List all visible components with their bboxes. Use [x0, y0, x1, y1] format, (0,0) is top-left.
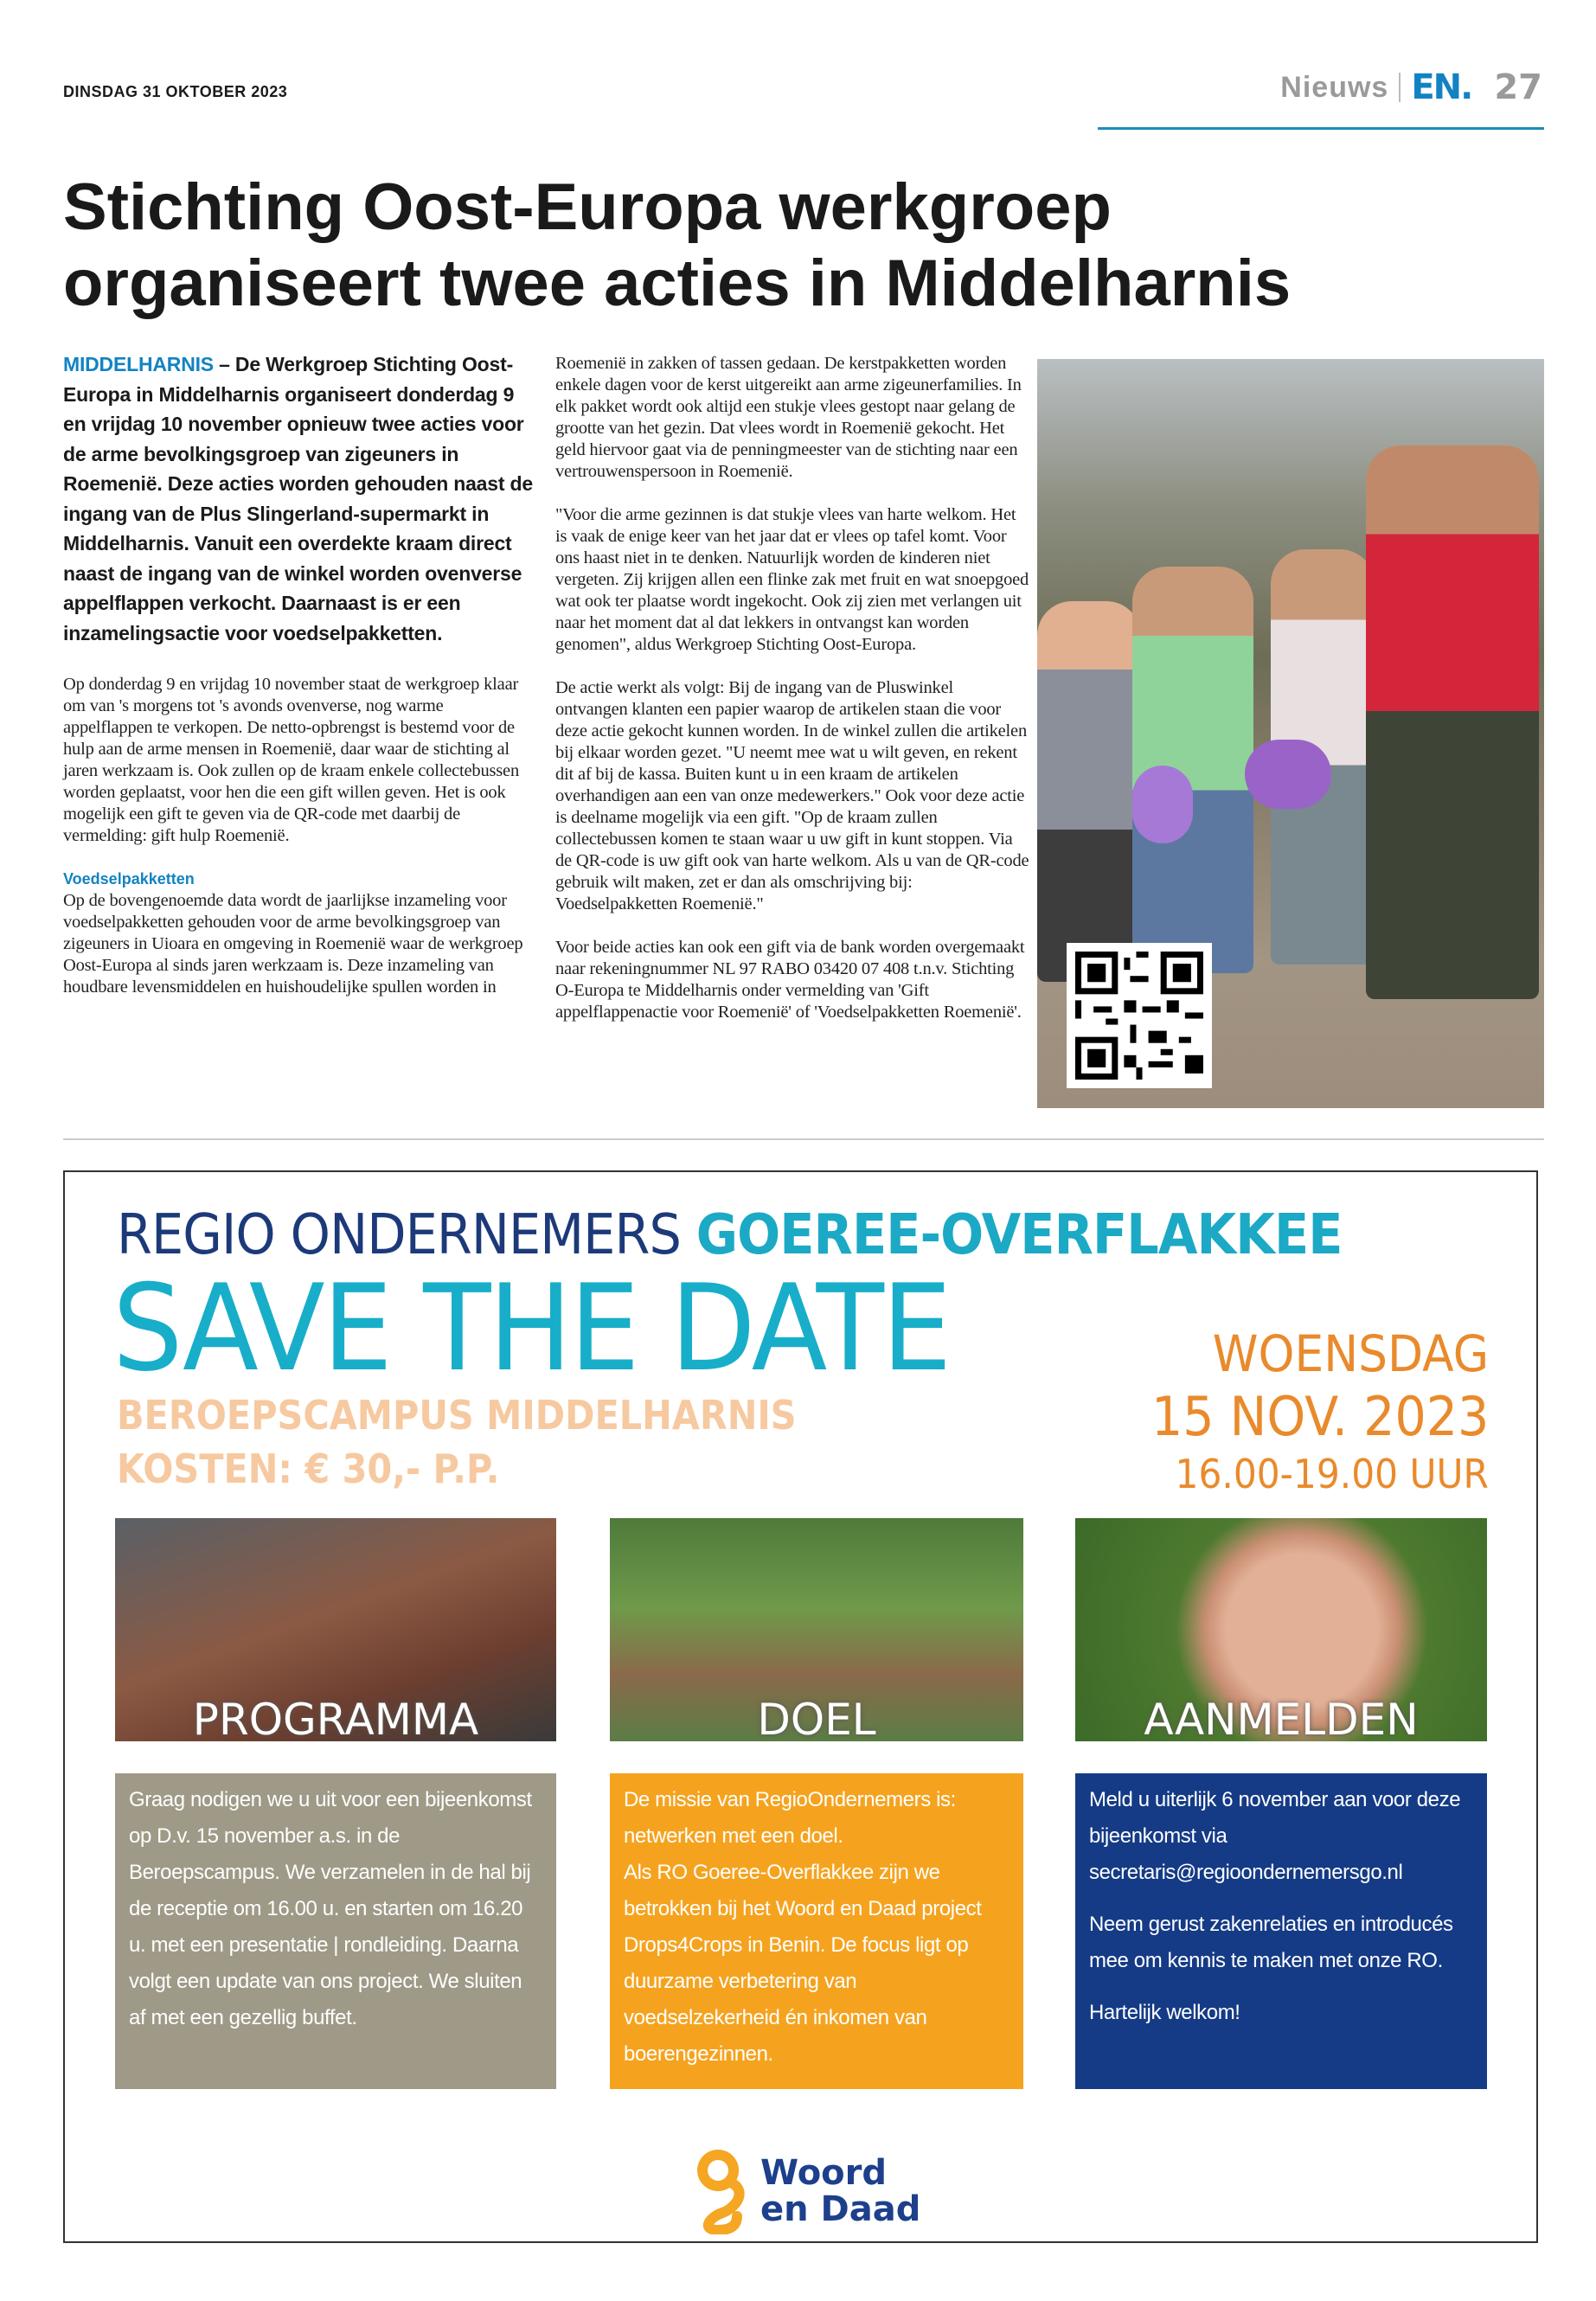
- event-time: 16.00-19.00 UUR: [1175, 1451, 1489, 1497]
- page-number: 27: [1494, 67, 1542, 107]
- qr-code-icon: [1075, 952, 1203, 1080]
- subheading: Voedselpakketten: [63, 870, 195, 888]
- article-lead: [63, 349, 535, 648]
- page-header: [1280, 67, 1542, 107]
- headline-line-1: Stichting Oost-Europa werkgroep: [63, 170, 1112, 244]
- doel-box: [610, 1773, 1023, 2089]
- programma-box: [115, 1773, 556, 2089]
- qr-code[interactable]: [1067, 943, 1212, 1088]
- ad-title-region: GOEREE-OVERFLAKKEE: [695, 1203, 1343, 1267]
- article-column-left: [63, 349, 535, 998]
- paragraph: De actie werkt als volgt: Bij de ingang van de Pluswinkel ontvangen klanten een papier waarop de artikelen staan die voor deze actie gekocht kunnen worden. In de winkel zullen die artikelen bij elkaar worden gezet. "U neemt mee wat u wilt geven, en rekent dit af bij de kassa. Buiten kunt u in een kraam de artikelen overhandigen aan een van onze medewerkers." Ook voor deze actie is deelname mogelijk via een gift. "Op de kraam zullen collectebussen komen te staan waar u uw gift in kunt stoppen. Via de QR-code is uw gift ook van harte welkom. Als u van de QR-code gebruik wilt maken, zet er dan als omschrijving bij: Voedselpakketten Roemenië.": [555, 678, 1029, 913]
- event-cost: KOSTEN: € 30,- P.P.: [117, 1445, 500, 1492]
- aanmelden-text: Meld u uiterlijk 6 november aan voor deze bijeenkomst via secretaris@regioondernemersgo.nl: [1089, 1788, 1461, 1884]
- headline-line-2: organiseert twee acties in Middelharnis: [63, 247, 1292, 320]
- tile-caption: DOEL: [757, 1695, 876, 1741]
- paragraph: Op donderdag 9 en vrijdag 10 november staat de werkgroep klaar om van 's morgens tot 's avonds ovenverse, nog warme appelflappen te verkopen. De netto-opbrengst is bestemd voor de hulp aan de arme mensen in Roemenië, daar waar de stichting al jaren werkzaam is. Ook zullen op de kraam enkele collectebussen worden geplaatst, voor hen die een gift willen geven. Het is ook mogelijk een gift te geven via de QR-code met daarbij de vermelding: gift hulp Roemenië.: [63, 675, 520, 845]
- tile-caption: AANMELDEN: [1144, 1695, 1419, 1741]
- woord-en-daad-symbol-icon: [688, 2148, 748, 2234]
- header-rule: [1098, 127, 1544, 130]
- aanmelden-text: Hartelijk welkom!: [1089, 2001, 1240, 2024]
- paragraph: Op de bovengenoemde data wordt de jaarlijkse inzameling voor voedselpakketten gehouden voor de arme bevolkingsgroep van zigeuners in Uioara en omgeving in Roemenië waar de werkgroep Oost-Europa al sinds jaren werkzaam is. Deze inzameling van houdbare levensmiddelen en huishoudelijke spullen worden in: [63, 891, 523, 997]
- brand-logo: EN.: [1411, 67, 1472, 107]
- tile-aanmelden-image: [1075, 1518, 1487, 1741]
- aanmelden-text: Neem gerust zakenrelaties en introducés mee om kennis te maken met onze RO.: [1089, 1913, 1453, 1972]
- dateline: MIDDELHARNIS: [63, 353, 214, 375]
- section-label: Nieuws: [1280, 70, 1389, 104]
- tile-caption: PROGRAMMA: [192, 1695, 479, 1741]
- save-the-date: SAVE THE DATE: [112, 1259, 950, 1398]
- event-weekday: WOENSDAG: [1212, 1324, 1489, 1383]
- paragraph: Roemenië in zakken of tassen gedaan. De kerstpakketten worden enkele dagen voor de kerst uitgereikt aan arme zigeunerfamilies. In elk pakket wordt ook altijd een stukje vlees gestopt naar gelang de grootte van het gezin. Dat vlees wordt in Roemenië gekocht. Het geld hiervoor gaat via de penningmeester van de stichting naar een vertrouwenspersoon in Roemenië.: [555, 354, 1022, 481]
- doel-text: Als RO Goeree-Overflakkee zijn we betrokken bij het Woord en Daad project Drops4Crops in Benin. De focus ligt op duurzame verbetering van voedselzekerheid én inkomen van boerengezinnen.: [624, 1861, 982, 2066]
- doel-text: De missie van RegioOndernemers is: netwerken met een doel.: [624, 1788, 956, 1848]
- tile-doel-image: [610, 1518, 1023, 1741]
- advertisement-regio-ondernemers: [63, 1170, 1538, 2243]
- article-headline: [63, 170, 1568, 322]
- ad-title-regio: REGIO ONDERNEMERS: [117, 1203, 681, 1267]
- paragraph: Voor beide acties kan ook een gift via de bank worden overgemaakt naar rekeningnummer NL 97 RABO 03420 07 408 t.n.v. Stichting O-Europa te Middelharnis onder vermelding van 'Gift appelflappenactie voor Roemenië' of 'Voedselpakketten Roemenië'.: [555, 938, 1025, 1022]
- paragraph: "Voor die arme gezinnen is dat stukje vlees van harte welkom. Het is vaak de enige keer van het jaar dat er vlees op tafel komt. Voor ons haast niet in te denken. Natuurlijk worden de kinderen niet vergeten. Zij krijgen allen een flinke zak met fruit en wat snoepgoed wat ook ter plaatse wordt ingekocht. Ook zij zien met verlangen uit naar het moment dat al dat lekkers in ontvangst kan worden genomen", aldus Werkgroep Stichting Oost-Europa.: [555, 505, 1029, 654]
- programma-text: Graag nodigen we u uit voor een bijeenkomst op D.v. 15 november a.s. in de Beroepscampus. We verzamelen in de hal bij de receptie om 16.00 u. en starten om 16.20 u. met een presentatie | rondleiding. Daarna volgt een update van ons project. We sluiten af met een gezellig buffet.: [129, 1788, 532, 2029]
- aanmelden-box: [1075, 1773, 1487, 2089]
- logo-text-line-2: en Daad: [760, 2189, 921, 2229]
- article-column-middle: [555, 353, 1029, 1023]
- lead-text: – De Werkgroep Stichting Oost-Europa in Middelharnis organiseert donderdag 9 en vrijdag 10 november opnieuw twee acties voor de arme bevolkingsgroep van zigeuners in Roemenië. Deze acties worden gehouden naast de ingang van de Plus Slingerland-supermarkt in Middelharnis. Vanuit een overdekte kraam direct naast de ingang van de winkel worden ovenverse appelflappen verkocht. Daarnaast is er een inzamelingsactie voor voedselpakketten.: [63, 353, 533, 644]
- logo-text-line-1: Woord: [760, 2153, 888, 2193]
- issue-date: DINSDAG 31 OKTOBER 2023: [63, 83, 288, 100]
- header-separator: [1399, 73, 1401, 102]
- tile-programma-image: [115, 1518, 556, 1741]
- woord-en-daad-logo: [688, 2148, 920, 2234]
- section-divider: [63, 1138, 1544, 1140]
- event-date: 15 NOV. 2023: [1151, 1385, 1489, 1448]
- ad-title: [117, 1203, 1343, 1267]
- event-location: BEROEPSCAMPUS MIDDELHARNIS: [117, 1392, 797, 1439]
